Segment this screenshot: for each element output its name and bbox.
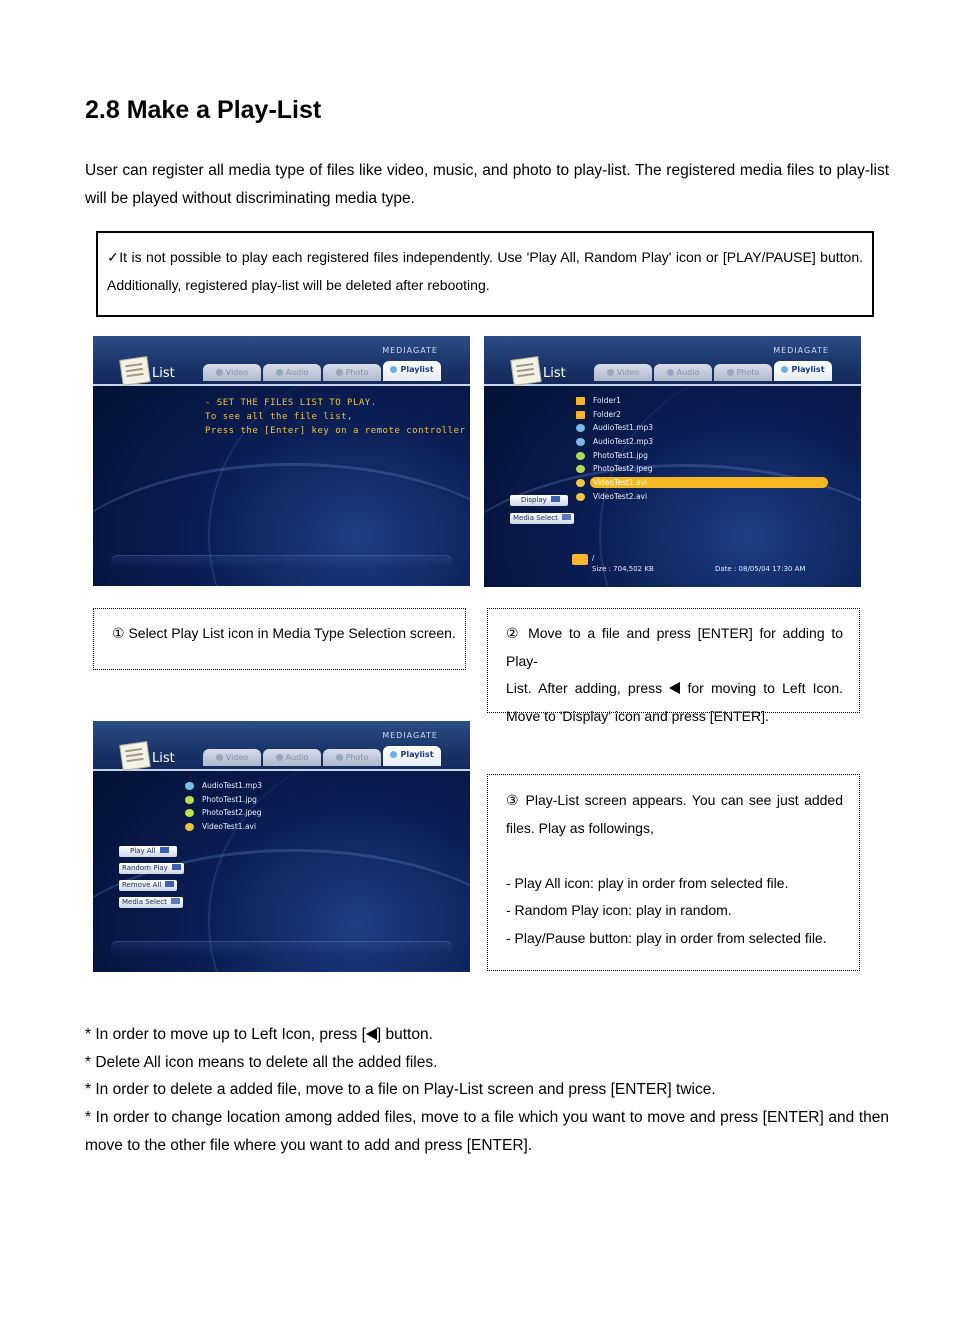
tab-photo[interactable]: Photo — [323, 364, 381, 381]
list-item[interactable]: PhotoTest1.jpg — [576, 449, 653, 463]
list-item[interactable]: PhotoTest1.jpg — [185, 793, 262, 807]
check-icon — [185, 823, 194, 831]
note-line-1: ✓It is not possible to play each registered files independently. Use 'Play All, Random Play' icon or [PLAY/PAUSE] button. — [107, 249, 863, 265]
tab-playlist[interactable]: Playlist — [383, 361, 441, 381]
media-select-button[interactable]: Media Select — [119, 897, 183, 908]
video-icon — [216, 369, 223, 376]
list-item[interactable]: VideoTest1.avi — [185, 820, 262, 834]
screen-header — [93, 721, 470, 771]
play-icon — [160, 847, 169, 853]
media-select-button[interactable]: Media Select — [510, 513, 574, 524]
folder-icon — [576, 397, 585, 405]
caption-step-3-line-1: ③ Play-List screen appears. You can see just added — [506, 792, 843, 808]
list-item-selected[interactable]: VideoTest1.avi — [576, 476, 653, 490]
tab-playlist[interactable]: Playlist — [774, 361, 832, 381]
caption-step-1-text: ① Select Play List icon in Media Type Selection screen. — [112, 625, 456, 641]
video-file-icon — [576, 493, 585, 501]
brand-logo: MEDIAGATE — [773, 346, 829, 355]
note-delete-file: * In order to delete a added file, move to a file on Play-List screen and press [ENTER] twice. — [85, 1081, 716, 1099]
caption-step-3-line-2: files. Play as followings, — [506, 819, 654, 836]
caption-step-3-item: - Random Play icon: play in random. — [506, 902, 732, 918]
caption-step-3 — [487, 774, 860, 971]
photo-icon — [727, 369, 734, 376]
audio-file-icon — [576, 438, 585, 446]
list-item[interactable]: AudioTest1.mp3 — [576, 421, 653, 435]
audio-icon — [276, 754, 283, 761]
list-item[interactable]: VideoTest2.avi — [576, 490, 653, 504]
caption-step-2-line-3: Move to 'Display' icon and press [ENTER]. — [506, 707, 769, 724]
list-label: List — [152, 366, 175, 381]
playlist-icon — [390, 751, 397, 758]
caption-step-2-line-1: ② Move to a file and press [ENTER] for adding to Play- — [506, 625, 843, 669]
size-readout: Size : 704,502 KB — [592, 565, 654, 573]
list-item[interactable]: Folder2 — [576, 408, 653, 422]
brand-logo: MEDIAGATE — [382, 346, 438, 355]
list-item[interactable]: PhotoTest2.jpeg — [576, 462, 653, 476]
video-icon — [216, 754, 223, 761]
date-readout: Date : 08/05/04 17:30 AM — [715, 565, 806, 573]
shuffle-icon — [172, 864, 181, 870]
playlist-icon — [390, 366, 397, 373]
open-folder-icon — [572, 554, 588, 565]
audio-icon — [667, 369, 674, 376]
caption-step-2 — [487, 608, 860, 724]
path-readout: / — [592, 554, 595, 562]
brand-logo: MEDIAGATE — [382, 731, 438, 740]
trash-icon — [165, 881, 174, 887]
list-item[interactable]: Folder1 — [576, 394, 653, 408]
list-icon — [119, 356, 150, 386]
check-icon — [185, 782, 194, 790]
screen-playlist-added — [93, 721, 470, 972]
screen-playlist-empty — [93, 336, 470, 586]
audio-icon — [276, 369, 283, 376]
note-line-2: Additionally, registered play-list will be deleted after rebooting. — [107, 277, 490, 293]
note-change-location-2: move to the other file where you want to add and press [ENTER]. — [85, 1136, 533, 1154]
tab-video[interactable]: Video — [203, 749, 261, 766]
list-item[interactable]: AudioTest1.mp3 — [185, 779, 262, 793]
folder-icon — [576, 411, 585, 419]
photo-file-icon — [576, 452, 585, 460]
tab-audio[interactable]: Audio — [263, 364, 321, 381]
tab-video[interactable]: Video — [203, 364, 261, 381]
tab-video[interactable]: Video — [594, 364, 652, 381]
check-icon — [185, 796, 194, 804]
tab-photo[interactable]: Photo — [714, 364, 772, 381]
screen-header — [484, 336, 861, 386]
audio-file-icon — [576, 424, 585, 432]
list-label: List — [543, 366, 566, 381]
caption-step-1 — [93, 608, 466, 670]
random-play-button[interactable]: Random Play — [119, 863, 184, 874]
photo-icon — [336, 369, 343, 376]
intro-paragraph: User can register all media type of files like video, music, and photo to play-list. The registered media files to play-list will be played without discriminating media type. — [85, 162, 889, 207]
tab-playlist[interactable]: Playlist — [383, 746, 441, 766]
note-delete-all: * Delete All icon means to delete all the added files. — [85, 1053, 438, 1071]
caption-step-3-item: - Play/Pause button: play in order from selected file. — [506, 929, 827, 946]
list-item[interactable]: PhotoTest2.jpeg — [185, 806, 262, 820]
caption-step-2-line-2: List. After adding, press for moving to Left Icon. — [506, 680, 844, 696]
left-arrow-icon — [669, 682, 680, 694]
return-icon — [171, 898, 180, 904]
display-icon — [551, 496, 560, 502]
bottom-notes — [85, 1021, 889, 1160]
video-file-icon — [576, 479, 585, 487]
tab-photo[interactable]: Photo — [323, 749, 381, 766]
playlist-icon — [781, 366, 788, 373]
tab-audio[interactable]: Audio — [654, 364, 712, 381]
left-arrow-icon — [366, 1028, 377, 1040]
list-label: List — [152, 751, 175, 766]
list-icon — [510, 356, 541, 386]
screen-header — [93, 336, 470, 386]
photo-file-icon — [576, 465, 585, 473]
screen-file-list — [484, 336, 861, 587]
display-button[interactable]: Display — [510, 495, 568, 506]
return-icon — [562, 514, 571, 520]
remove-all-button[interactable]: Remove All — [119, 880, 177, 891]
check-icon — [185, 809, 194, 817]
photo-icon — [336, 754, 343, 761]
note-left-icon: * In order to move up to Left Icon, press [ ] button. — [85, 1026, 433, 1043]
tab-audio[interactable]: Audio — [263, 749, 321, 766]
file-list — [576, 394, 653, 504]
list-icon — [119, 741, 150, 771]
video-icon — [607, 369, 614, 376]
instruction-message: - SET THE FILES LIST TO PLAY. To see all the file list, Press the [Enter] key on a remote controller — [205, 398, 466, 436]
caption-step-3-item: - Play All icon: play in order from selected file. — [506, 874, 789, 891]
note-box — [96, 231, 874, 317]
list-item[interactable]: AudioTest2.mp3 — [576, 435, 653, 449]
section-heading: 2.8 Make a Play-List — [85, 96, 322, 124]
note-change-location-1: * In order to change location among added files, move to a file which you want to move and press [ENTER] and then — [85, 1109, 889, 1127]
playlist-file-list — [185, 779, 262, 834]
play-all-button[interactable]: Play All — [119, 846, 177, 857]
